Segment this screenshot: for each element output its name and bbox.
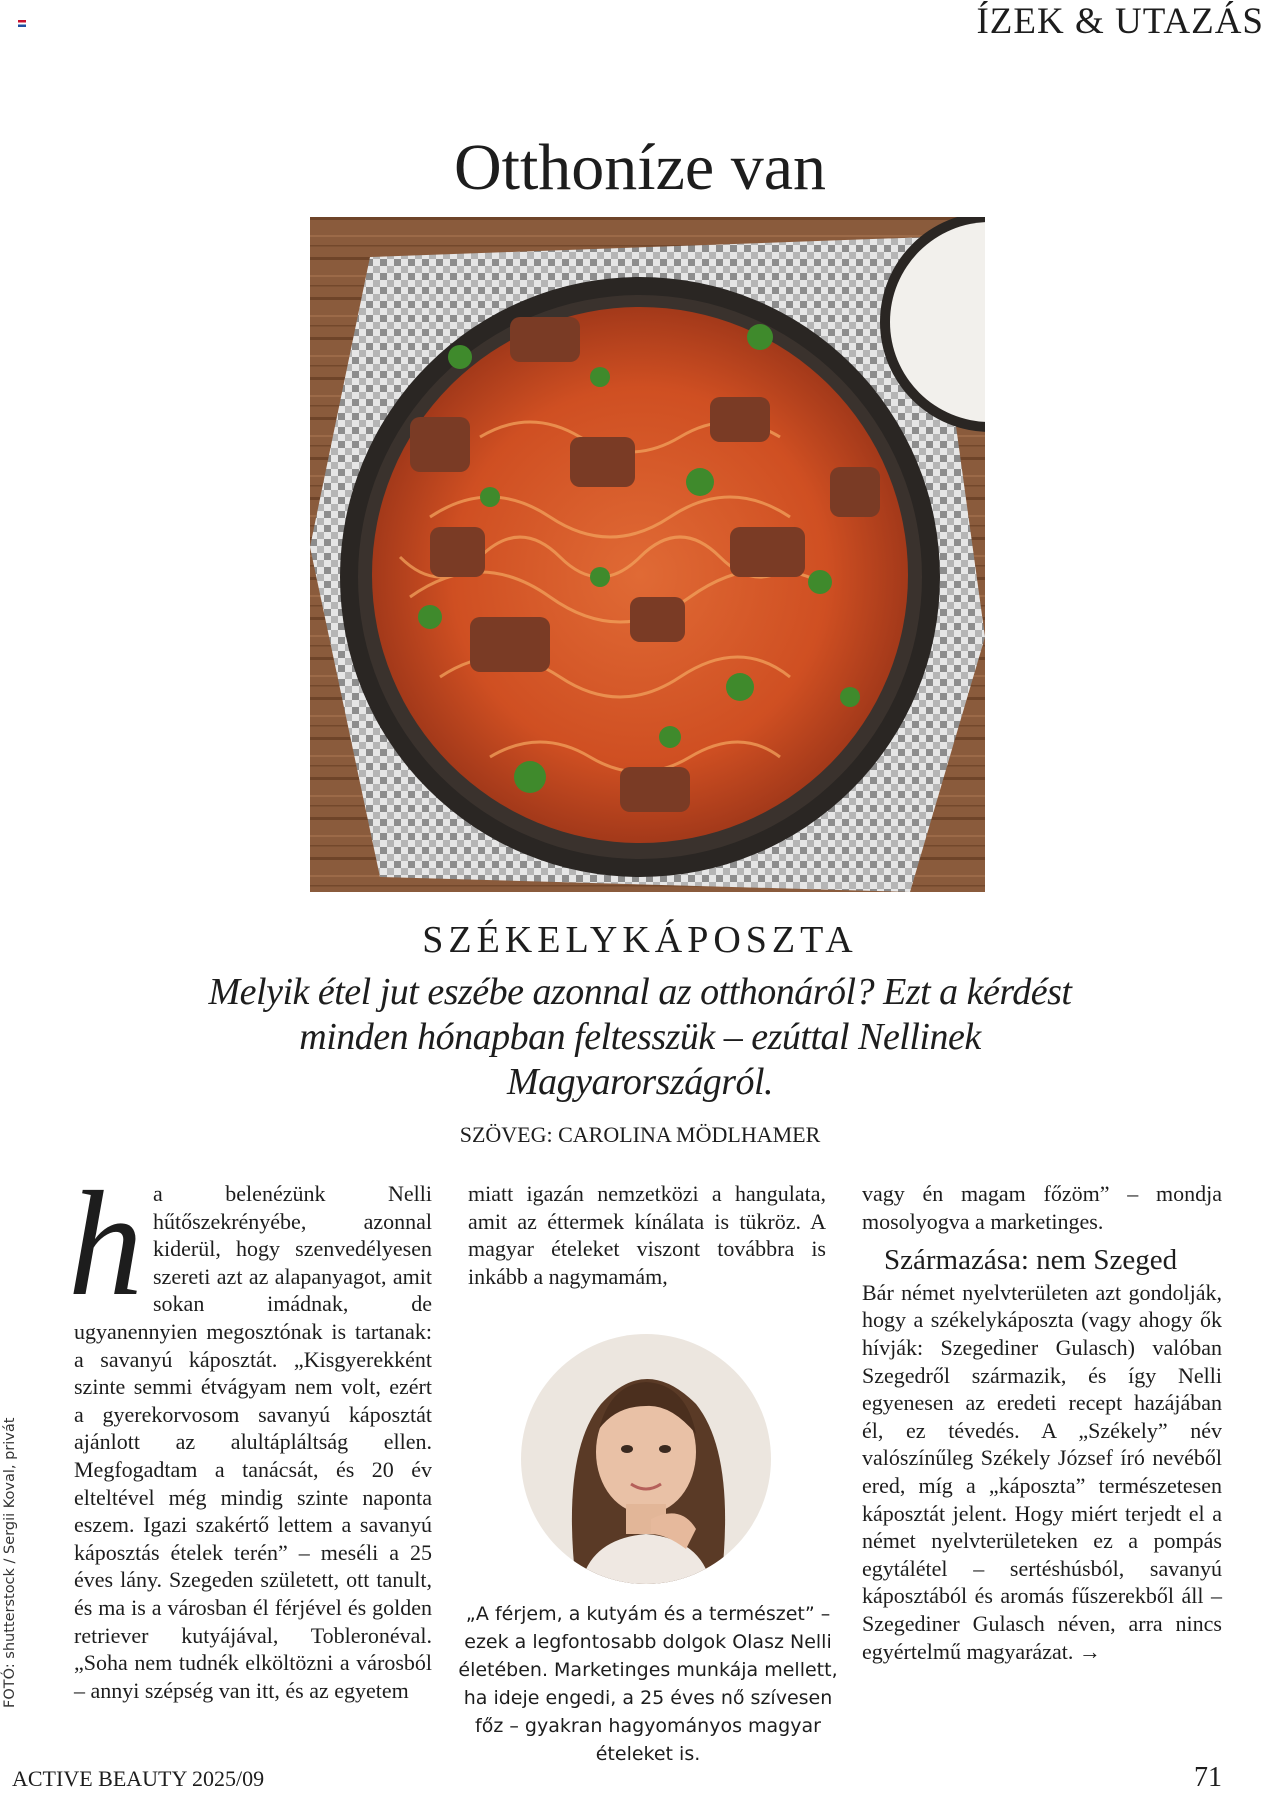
page-number: 71 [1194, 1762, 1222, 1793]
byline: SZÖVEG: CAROLINA MÖDLHAMER [459, 1122, 821, 1147]
subheading: Származása: nem Szeged [884, 1244, 1178, 1277]
body-column-3 [862, 1180, 1222, 1665]
body-column-1 [68, 1161, 432, 1704]
body-column-2 [468, 1180, 826, 1290]
body-text-4: Bár német nyelvterületen azt gondolják, hogy a székelykáposzta (vagy ahogy ők hívják: Szegediner Gulasch) valóban Szegedről származik, és így Nelli egyenesen az eredeti recept hazájában él, ez tévedés. A „Székely” név valószínűleg Székely József író nevéből ered, míg a „káposzta” természetesen káposztát jelent. Hogy miért terjedt el a német nyelvterületeken ez a pompás egytálétel – sertéshúsból, savanyú káposztából és aromás fűszerekből áll – Szegediner Gulasch néven, arra nincs egyértelmű magyarázat. → [862, 1279, 1222, 1664]
body-text-1: a belenézünk Nelli hűtőszekrényébe, azonnal kiderül, hogy szenvedélyesen szereti azt az alapanyagot, amit sokan imádnak, de ugyanennyien megosztónak is tartanak: a savanyú káposztát. „Kisgyerekként szinte semmi étvágyam nem volt, ezért a gyerekorvosom savanyú káposztát ajánlott az alultápláltság ellen. Megfogadtam a tanácsát, és 20 év elteltével még mindig szinte naponta eszem. Igazi szakértő lettem a savanyú káposztás ételek terén” – meséli a 25 éves lány. Szegeden született, ott tanult, és ma is a városban él férjével és golden retriever kutyájával, Tobleronéval. „Soha nem tudnék elköltözni a városból – annyi szépség van itt, és az egyetem [74, 1181, 432, 1703]
article-title: Otthoníze van [453, 131, 827, 204]
section-title: ÍZEK & UTAZÁS [976, 1, 1264, 42]
photo-credit: FOTÓ: shutterstock / Sergii Koval, privát [2, 1417, 18, 1708]
body-text-3: vagy én magam főzöm” – mondja mosolyogva a marketinges. [862, 1181, 1222, 1234]
flag-icon [18, 20, 26, 27]
portrait-photo [521, 1334, 771, 1584]
dish-name: SZÉKELYKÁPOSZTA [422, 919, 858, 961]
drop-cap: h [68, 1161, 143, 1327]
lead-text: Melyik étel jut eszébe azonnal az otthonáról? Ezt a kérdést minden hónapban feltesszük – ezúttal Nellinek Magyarországról. [208, 971, 1072, 1103]
magazine-issue: ACTIVE BEAUTY 2025/09 [12, 1766, 265, 1791]
hero-photo [310, 217, 985, 892]
portrait-caption: „A férjem, a kutyám és a természet” – ezek a legfontosabb dolgok Olasz Nelli életében. Marketinges munkája mellett, ha ideje engedi, a 25 éves nő szívesen főz – gyakran hagyományos magyar ételeket is. [458, 1603, 838, 1765]
body-text-2: miatt igazán nemzetközi a hangulata, amit az éttermek kínálata is tükröz. A magyar ételeket viszont továbbra is inkább a nagymamám, [468, 1181, 826, 1289]
